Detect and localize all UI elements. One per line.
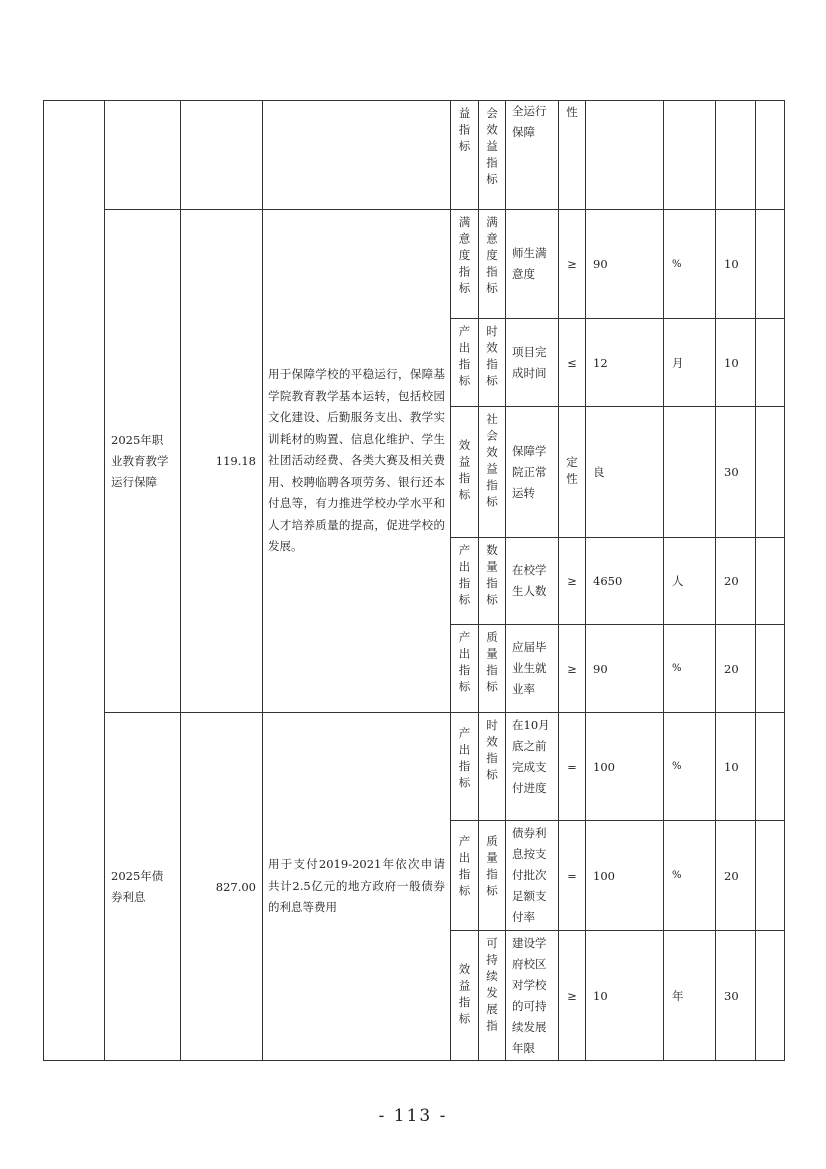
project-description: 用于保障学校的平稳运行，保障基学院教育教学基本运转，包括校园文化建设、后勤服务支出、教学实训耗材的购置、信息化维护、学生社团活动经费、各类大赛及相关费用、校聘临聘各项劳务、银行还本付息等，有力推进学校办学水平和人才培养质量的提高，促进学校的发展。 — [263, 210, 451, 713]
performance-table — [43, 100, 785, 1061]
indicator-symbol: ≥ — [559, 625, 586, 713]
indicator-name: 项目完成时间 — [506, 319, 559, 407]
indicator-unit: % — [664, 821, 716, 931]
indicator-level1: 产出指标 — [457, 727, 472, 793]
indicator-level2: 可持续发展指 — [485, 937, 499, 1036]
indicator-level2: 质量指标 — [485, 835, 499, 901]
page-number: - 113 - — [378, 1106, 448, 1126]
indicator-level2: 社会效益指标 — [485, 413, 499, 512]
indicator-symbol: = — [559, 821, 586, 931]
indicator-value: 90 — [586, 210, 664, 319]
indicator-value: 100 — [586, 713, 664, 821]
indicator-symbol: 定性 — [565, 455, 579, 489]
indicator-value: 4650 — [586, 538, 664, 625]
table-row: 益指标 会效益指标 全运行保障 性 — [44, 101, 785, 210]
project-name: 2025年债券利息 — [105, 713, 181, 1061]
indicator-symbol: ≥ — [559, 931, 586, 1061]
indicator-level1: 效益指标 — [457, 439, 472, 505]
indicator-unit: 年 — [664, 931, 716, 1061]
indicator-name: 在10月底之前完成支付进度 — [506, 713, 559, 821]
indicator-symbol: ≤ — [559, 319, 586, 407]
indicator-level1: 产出指标 — [457, 631, 472, 697]
indicator-symbol: ≥ — [559, 210, 586, 319]
indicator-value: 100 — [586, 821, 664, 931]
department-cell — [44, 101, 105, 1061]
project-description: 用于支付2019-2021年依次申请共计2.5亿元的地方政府一般债券的利息等费用 — [263, 713, 451, 1061]
project-name: 2025年职业教育教学运行保障 — [105, 210, 181, 713]
indicator-score: 10 — [716, 210, 756, 319]
indicator-score: 20 — [716, 821, 756, 931]
indicator-level1: 产出指标 — [457, 835, 472, 901]
indicator-level2: 时效指标 — [485, 325, 499, 391]
indicator-unit — [664, 407, 716, 538]
indicator-name: 应届毕业生就业率 — [506, 625, 559, 713]
indicator-unit: % — [664, 625, 716, 713]
project-amount: 119.18 — [181, 210, 263, 713]
indicator-unit: % — [664, 713, 716, 821]
indicator-level1: 产出指标 — [457, 544, 472, 610]
indicator-value: 良 — [586, 407, 664, 538]
indicator-name: 师生满意度 — [506, 210, 559, 319]
indicator-level1: 效益指标 — [457, 962, 472, 1029]
indicator-level1: 满意度指标 — [457, 216, 472, 299]
indicator-name: 建设学府校区对学校的可持续发展年限 — [506, 931, 559, 1061]
indicator-score: 30 — [716, 931, 756, 1061]
indicator-value: 10 — [586, 931, 664, 1061]
indicator-name: 在校学生人数 — [506, 538, 559, 625]
indicator-level2: 满意度指标 — [485, 216, 499, 299]
indicator-level1: 产出指标 — [457, 325, 472, 391]
indicator-score: 30 — [716, 407, 756, 538]
indicator-name: 保障学院正常运转 — [506, 407, 559, 538]
indicator-level2: 质量指标 — [485, 631, 499, 697]
indicator-score: 20 — [716, 538, 756, 625]
indicator-name: 全运行保障 — [506, 101, 559, 210]
indicator-level2: 数量指标 — [485, 544, 499, 610]
indicator-name: 债券利息按支付批次足额支付率 — [506, 821, 559, 931]
indicator-score: 10 — [716, 319, 756, 407]
indicator-unit: 月 — [664, 319, 716, 407]
table-row — [44, 210, 785, 319]
indicator-value: 12 — [586, 319, 664, 407]
table-row — [44, 713, 785, 821]
indicator-unit: 人 — [664, 538, 716, 625]
indicator-score: 20 — [716, 625, 756, 713]
indicator-unit: % — [664, 210, 716, 319]
indicator-symbol: 性 — [559, 101, 586, 210]
indicator-symbol: ≥ — [559, 538, 586, 625]
project-amount: 827.00 — [181, 713, 263, 1061]
indicator-symbol: = — [559, 713, 586, 821]
indicator-score: 10 — [716, 713, 756, 821]
indicator-level2: 时效指标 — [485, 719, 499, 785]
indicator-value: 90 — [586, 625, 664, 713]
